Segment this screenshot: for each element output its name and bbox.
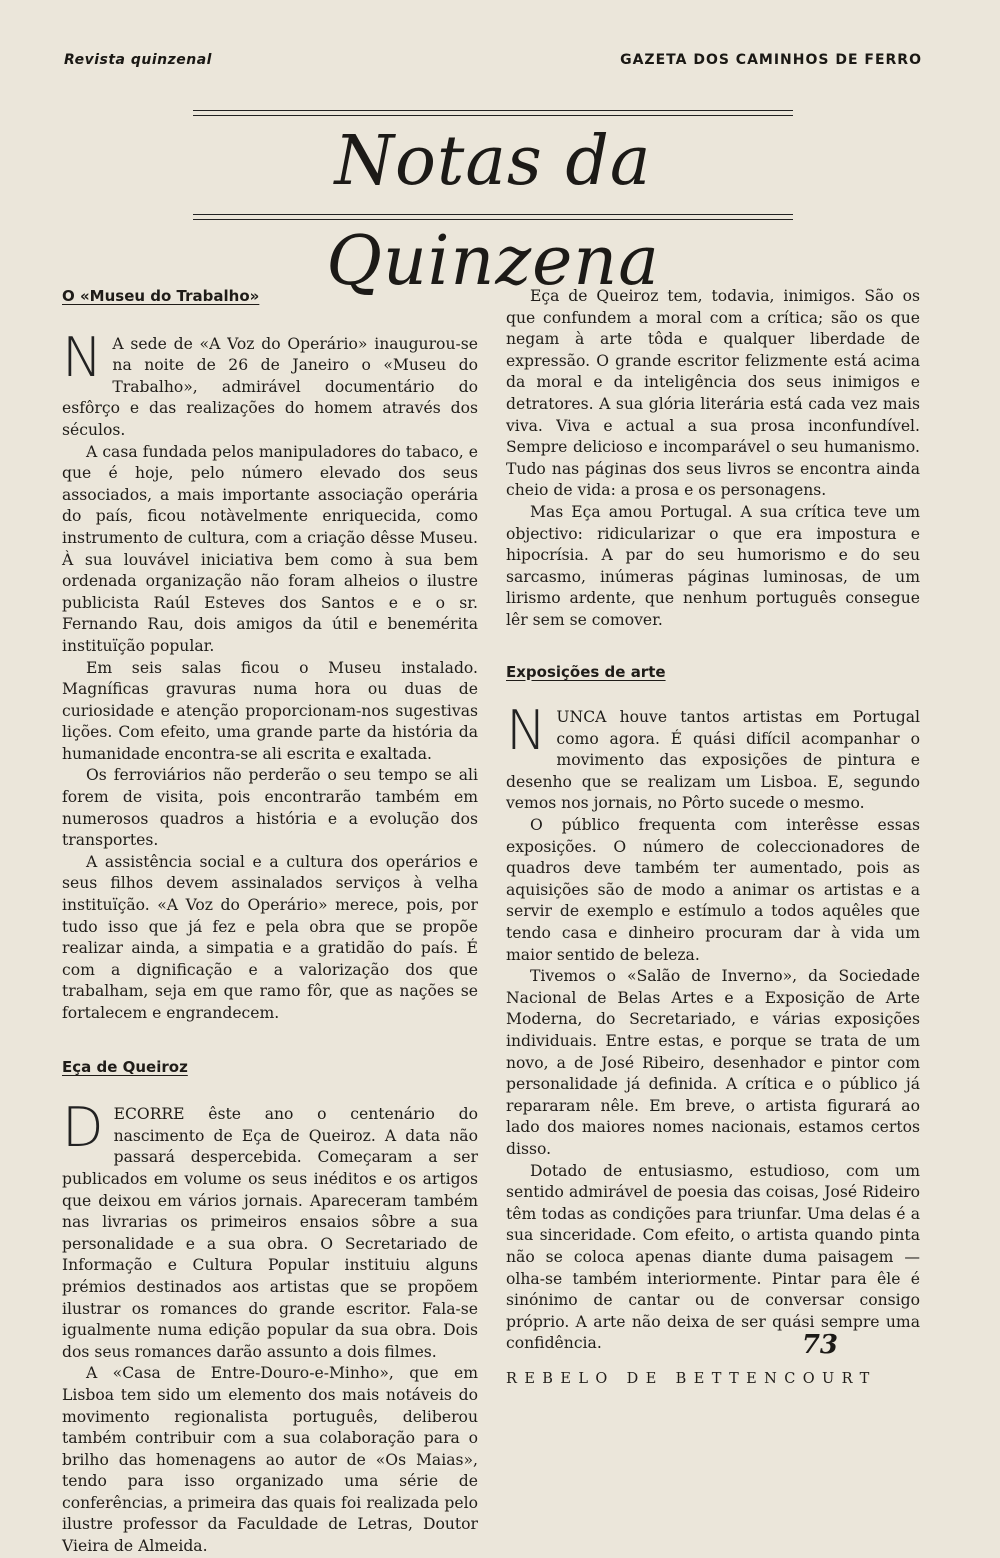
title-rule-bottom-2 [193,219,793,220]
exposicoes-paragraph-3: Tivemos o «Salão de Inverno», da Sociedade Nacional de Belas Artes e a Exposição de Arte Moderna, do Secretariado, e várias exposições individuais. Entre estas, e porque se trata de um novo, a de José Ribeiro, desenhador e pintor com personalidade já definida. A crítica e o público já repararam nêle. Em breve, o artista figurará ao lado dos maiores nomes nacionais, estamos certos disso. [506,967,920,1158]
column-left [62,286,478,1558]
museu-paragraph-2: A casa fundada pelos manipuladores do tabaco, e que é hoje, pelo número elevado dos seus associados, a mais importante associação operária do país, ficou notàvelmente enriquecida, como instrumento de cultura, com a criação dêsse Museu. À sua louvável iniciativa bem como à sua bem ordenada organização não foram alheios o ilustre publicista Raúl Esteves dos Santos e e o sr. Fernando Rau, dois amigos da útil e benemérita instituïção popular. [62,442,478,655]
title-rule-bottom-1 [193,214,793,215]
author-signature: REBELO DE BETTENCOURT [506,1370,877,1387]
publication-name: GAZETA DOS CAMINHOS DE FERRO [620,52,922,68]
section-title-museu: O «Museu do Trabalho» [62,287,260,305]
dropcap: N [506,699,547,763]
exposicoes-paragraph-1: NUNCA houve tantos artistas em Portugal como agora. É quási difícil acompanhar o movimento das exposições de pintura e desenho que se realizam um Lisboa. E, segundo vemos nos jornais, no Pôrto sucede o mesmo. [506,699,920,813]
eca-paragraph-4: Mas Eça amou Portugal. A sua crítica teve um objectivo: ridicularizar o que era impostura e hipocrísia. A par do seu humorismo e do seu sarcasmo, inúmeras páginas luminosas, de um lirismo ardente, que nenhum português consegue lêr sem se comover. [506,502,920,629]
title-block [193,110,793,301]
section-title-exposicoes: Exposições de arte [506,662,666,681]
museu-paragraph-1: N A sede de «A Voz do Operário» inaugurou-se na noite de 26 de Janeiro o «Museu do Trabalho», admirável documentário do esfôrço e das realizações do homem através dos séculos. [62,325,478,439]
eca-paragraph-1: DECORRE êste ano o centenário do nascimento de Eça de Queiroz. A data não passará despercebida. Começaram a ser publicados em volume os seus inéditos e os artigos que deixou em vários jornais. Apareceram também nas livrarias os primeiros ensaios sôbre a sua personalidade e a sua obra. O Secretariado de Informação e Cultura Popular instituiu alguns prémios destinados aos artistas que se propõem ilustrar os romances do grande escritor. Fala-se igualmente numa edição popular da sua obra. Dois dos seus romances darão assunto a dois filmes. [62,1096,478,1361]
dropcap: N [62,325,103,389]
exposicoes-paragraph-4: Dotado de entusiasmo, estudioso, com um sentido admirável de poesia das coisas, José Rideiro têm todas as condições para triunfar. Uma delas é a sua sinceridade. Com efeito, o artista quando pinta não se coloca apenas diante duma paisagem — olha-se também interiormente. Pintar para êle é sinónimo de cantar ou de conversar consigo próprio. A arte não deixa de ser quási sempre uma confidência. [506,1161,920,1353]
museu-paragraph-4: Os ferroviários não perderão o seu tempo se ali forem de visita, pois encontrarão também em numerosos quadros a história e a evolução dos transportes. [62,766,478,850]
museu-paragraph-3: Em seis salas ficou o Museu instalado. Magníficas gravuras numa hora ou duas de curiosidade e atenção proporcionam-nos sugestivas lições. Com efeito, uma grande parte da história da humanidade encontra-se ali escrita e exaltada. [62,658,478,763]
page-title: Notas da Quinzena [326,122,660,301]
section-title-eca: Eça de Queiroz [62,1057,188,1076]
title-rule-top-1 [193,110,793,111]
column-right [506,286,920,1391]
publication-frequency: Revista quinzenal [64,52,212,68]
museu-paragraph-5: A assistência social e a cultura dos operários e seus filhos devem assinalados serviços à velha instituïção. «A Voz do Operário» merece, pois, por tudo isso que já fez e pela obra que se propõe realizar ainda, a simpatia e a gratidão do país. É com a dignificação e a valorização dos que trabalham, seja em que ramo fôr, que as nações se fortalecem e engrandecem. [62,852,478,1022]
page-number: 73 [801,1330,838,1360]
eca-paragraph-3: Eça de Queiroz tem, todavia, inimigos. São os que confundem a moral com a crítica; são os que negam à arte tôda e qualquer liberdade de expressão. O grande escritor felizmente está acima da moral e da inteligência dos seus inimigos e detratores. A sua glória literária está cada vez mais viva. Viva e actual a sua prosa inconfundível. Sempre delicioso e incomparável o seu humanismo. Tudo nas páginas dos seus livros se encontra ainda cheio de vida: a prosa e os personagens. [506,287,920,500]
exposicoes-paragraph-2: O público frequenta com interêsse essas exposições. O número de coleccionadores de quadros deve também ter aumentado, pois as aquisições são de modo a animar os artistas e a servir de exemplo e estímulo a todos aquêles que tendo casa e dinheiro procuram dar à vida um maior sentido de beleza. [506,816,920,964]
dropcap: D [62,1096,104,1160]
eca-paragraph-2: A «Casa de Entre-Douro-e-Minho», que em Lisboa tem sido um elemento dos mais notáveis do movimento regionalista português, deliberou também contribuir com a sua colaboração para o brilho das homenagens ao autor de «Os Maias», tendo para isso organizado uma série de conferências, a primeira das quais foi realizada pelo ilustre professor da Faculdade de Letras, Doutor Vieira de Almeida. [62,1364,478,1556]
